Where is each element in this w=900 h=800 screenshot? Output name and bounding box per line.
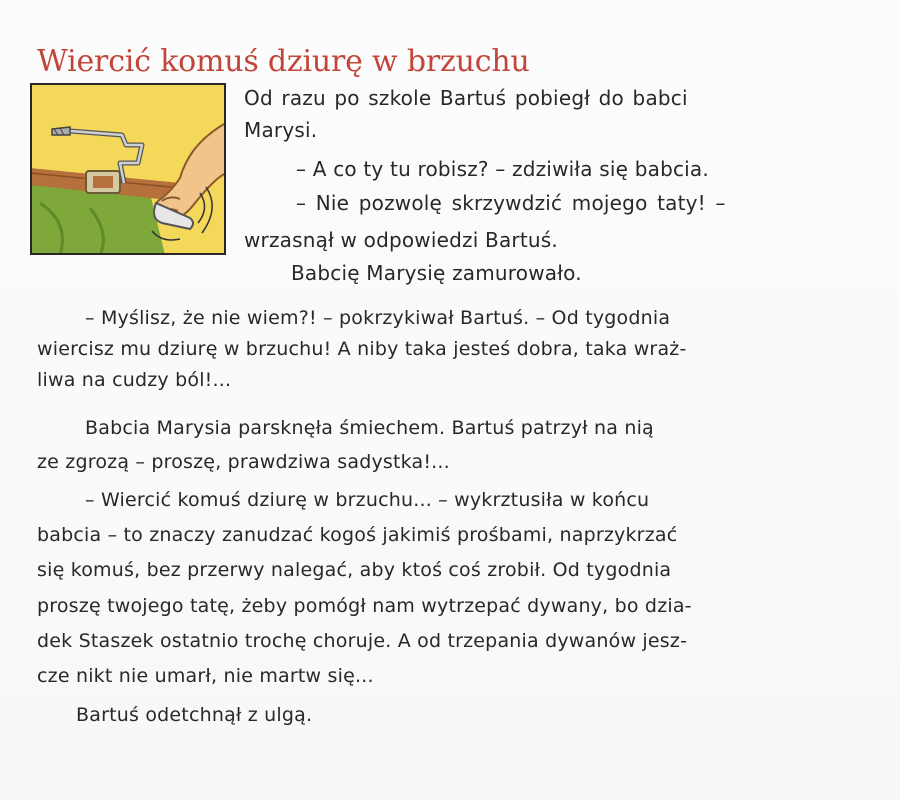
text-line: proszę twojego tatę, żeby pomógł nam wytrzepać dywany, bo dzia- bbox=[37, 595, 692, 617]
text-line: Od razu po szkole Bartuś pobiegł do babci bbox=[244, 86, 688, 110]
drill-illustration-icon bbox=[30, 83, 226, 255]
text-line: babcia – to znaczy zanudzać kogoś jakimiś prośbami, naprzykrzać bbox=[37, 524, 678, 546]
text-line: – Nie pozwolę skrzywdzić mojego taty! – bbox=[296, 191, 726, 215]
text-line: dek Staszek ostatnio trochę choruje. A od trzepania dywanów jesz- bbox=[37, 630, 688, 652]
text-line: – Wiercić komuś dziurę w brzuchu... – wykrztusiła w końcu bbox=[85, 489, 650, 511]
text-line: Babcia Marysia parsknęła śmiechem. Bartuś patrzył na nią bbox=[85, 417, 654, 439]
illustration-drill-belly bbox=[30, 83, 226, 255]
text-line: się komuś, bez przerwy nalegać, aby ktoś coś zrobił. Od tygodnia bbox=[37, 559, 672, 581]
text-line: Bartuś odetchnął z ulgą. bbox=[76, 704, 313, 726]
text-line: wiercisz mu dziurę w brzuchu! A niby taka jesteś dobra, taka wraż- bbox=[37, 338, 687, 360]
page-title: Wiercić komuś dziurę w brzuchu bbox=[37, 44, 530, 80]
text-line: Marysi. bbox=[244, 118, 318, 142]
text-line: cze nikt nie umarł, nie martw się... bbox=[37, 665, 374, 687]
text-line: ze zgrozą – proszę, prawdziwa sadystka!... bbox=[37, 451, 450, 473]
text-line: liwa na cudzy ból!... bbox=[37, 369, 232, 391]
text-line: – Myślisz, że nie wiem?! – pokrzykiwał Bartuś. – Od tygodnia bbox=[85, 307, 671, 329]
text-line: Babcię Marysię zamurowało. bbox=[291, 261, 582, 285]
text-line: wrzasnął w odpowiedzi Bartuś. bbox=[244, 228, 558, 252]
text-line: – A co ty tu robisz? – zdziwiła się babcia. bbox=[296, 157, 709, 181]
